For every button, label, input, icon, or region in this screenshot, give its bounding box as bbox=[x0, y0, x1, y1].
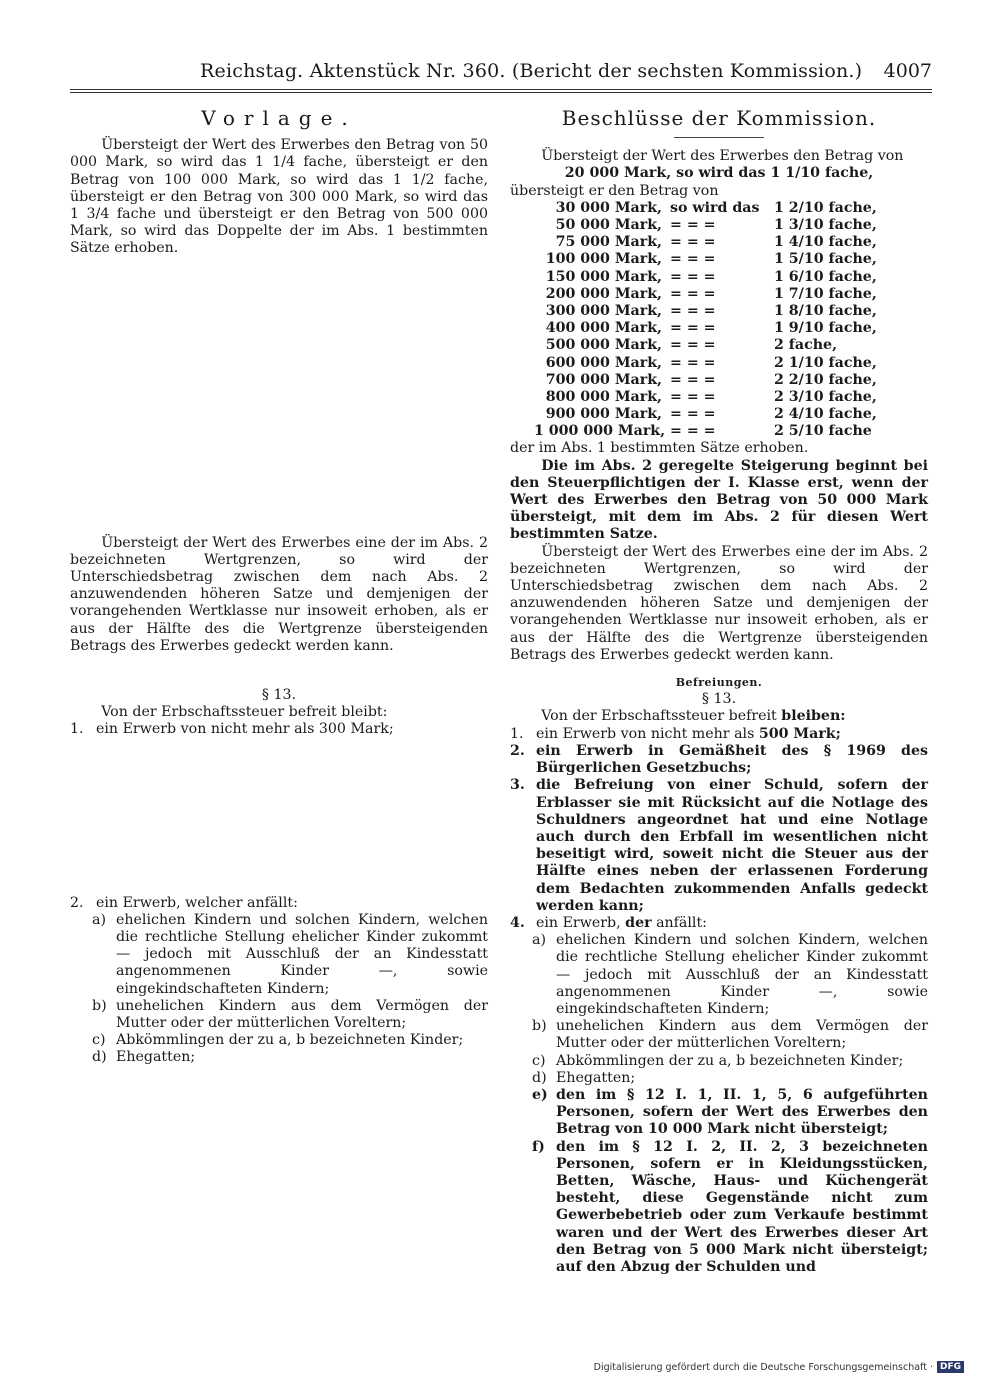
sub-label: a) bbox=[532, 932, 546, 949]
sub-item bbox=[532, 1053, 928, 1070]
sub-text: Ehegatten; bbox=[116, 1049, 196, 1066]
ditto-cell: = = = bbox=[670, 337, 716, 354]
item-text bbox=[536, 726, 928, 743]
ditto-cell: so wird das bbox=[670, 199, 760, 216]
ditto-cell: = = = bbox=[670, 268, 716, 285]
factor-cell: 1 7/10 fache, bbox=[774, 285, 877, 302]
section-number: § 13. bbox=[261, 687, 297, 704]
item-text: die Befreiung von einer Schuld, sofern der Erblasser sie mit Rücksicht auf die Notlage des Schuldners angeordnet hat und eine Notlage auch durch den Erbfall im wesentlichen nicht beseitigt wird, soweit nicht die Steuer aus der Hälfte eines neben der erlassenen Forderung dem Bedachten zukommenden Anfalls gedeckt werden kann; bbox=[536, 777, 928, 914]
item-text bbox=[536, 915, 928, 932]
table-row bbox=[534, 200, 884, 217]
amount-cell: 75 000 Mark, bbox=[555, 234, 662, 251]
table-row bbox=[534, 423, 884, 440]
column-vorlage bbox=[70, 106, 488, 1067]
sub-label: d) bbox=[532, 1069, 547, 1086]
item-label: 2. bbox=[510, 742, 525, 759]
ditto-cell: = = = bbox=[670, 302, 716, 319]
item-label: 2. bbox=[70, 894, 84, 911]
table-row bbox=[534, 251, 884, 268]
item-text: ein Erwerb, welcher anfällt: bbox=[96, 894, 298, 911]
sub-label: a) bbox=[92, 911, 106, 928]
table-row bbox=[534, 286, 884, 303]
list-item bbox=[510, 743, 928, 777]
page-number: 4007 bbox=[883, 60, 932, 82]
footer-text: Digitalisierung gefördert durch die Deutsche Forschungsgemeinschaft · bbox=[593, 1361, 933, 1373]
amount-cell: 30 000 Mark, bbox=[555, 199, 662, 216]
table-row bbox=[534, 372, 884, 389]
section-number: § 13. bbox=[701, 691, 737, 708]
table-row bbox=[534, 234, 884, 251]
list-item bbox=[510, 777, 928, 915]
sub-text: unehelichen Kindern aus dem Vermögen der Mutter oder der mütterlichen Voreltern; bbox=[556, 1018, 928, 1052]
column-heading: Vorlage. bbox=[201, 106, 357, 130]
spacer bbox=[70, 655, 488, 687]
item-text-plain: anfällt: bbox=[651, 914, 707, 931]
amount-cell: 150 000 Mark, bbox=[545, 268, 662, 285]
amount-cell: 800 000 Mark, bbox=[545, 388, 662, 405]
item-text-bold: 500 Mark; bbox=[758, 725, 841, 742]
item-label: 4. bbox=[510, 914, 525, 931]
column-heading: Beschlüsse der Kommission. bbox=[561, 106, 877, 130]
amount-cell: 100 000 Mark, bbox=[545, 251, 662, 268]
header-rule bbox=[70, 89, 932, 90]
factor-cell: 2 4/10 fache, bbox=[774, 406, 877, 423]
factor-cell: 1 2/10 fache, bbox=[774, 199, 877, 216]
ditto-cell: = = = bbox=[670, 217, 716, 233]
sub-item bbox=[532, 932, 928, 1018]
paragraph-wertgrenzen: Übersteigt der Wert des Erwerbes eine der im Abs. 2 bezeichneten Wertgrenzen, so wird der Unterschiedsbetrag zwischen dem nach Abs. 2 anzuwendenden höheren Satze und demjenigen der vorangehenden Wertklasse nur insoweit erhoben, als er aus der Hälfte des die Wertgrenze übersteigenden Betrags des Erwerbes gedeckt werden kann. bbox=[510, 543, 928, 663]
amount-cell: 600 000 Mark, bbox=[545, 354, 662, 371]
page-header bbox=[70, 60, 932, 86]
heading-rule bbox=[674, 137, 764, 138]
factor-cell: 1 4/10 fache, bbox=[774, 234, 877, 251]
list-item bbox=[510, 915, 928, 932]
amount-cell: 400 000 Mark, bbox=[545, 320, 662, 337]
sub-text: ehelichen Kindern und solchen Kindern, welchen die rechtliche Stellung ehelicher Kinder zukommt — jedoch mit Ausschluß der an Kindesstatt angenommenen Kinder —, sowie eingekindschafteten Kindern; bbox=[556, 932, 928, 1017]
sub-item bbox=[532, 1070, 928, 1087]
sub-label: c) bbox=[92, 1032, 106, 1049]
ditto-cell: = = = bbox=[670, 354, 716, 371]
sub-item bbox=[92, 1032, 488, 1049]
sub-item bbox=[532, 1139, 928, 1277]
spacer bbox=[70, 258, 488, 535]
amount-cell: 300 000 Mark, bbox=[545, 302, 662, 319]
table-row bbox=[534, 337, 884, 354]
amount-cell: 1 000 000 Mark, bbox=[534, 423, 666, 440]
rate-table bbox=[534, 200, 884, 441]
intro-line: Übersteigt der Wert des Erwerbes den Betrag von bbox=[541, 148, 904, 165]
sub-item bbox=[532, 1087, 928, 1139]
ditto-cell: = = = bbox=[670, 388, 716, 405]
spacer bbox=[70, 739, 488, 895]
item-text-plain: ein Erwerb, bbox=[536, 914, 626, 931]
ditto-cell: = = = bbox=[670, 371, 716, 388]
table-row bbox=[534, 406, 884, 423]
sub-label: d) bbox=[92, 1049, 107, 1066]
amount-cell: 700 000 Mark, bbox=[545, 371, 662, 388]
item-label: 1. bbox=[510, 725, 524, 742]
item-text: ein Erwerb in Gemäßheit des § 1969 des Bürgerlichen Gesetzbuchs; bbox=[536, 742, 928, 777]
column-beschluesse bbox=[510, 106, 928, 1276]
sub-text: ehelichen Kindern und solchen Kindern, welchen die rechtliche Stellung ehelicher Kinder zukommt — jedoch mit Ausschluß der an Kindesstatt angenommenen Kinder —, sowie eingekindschafteten Kindern; bbox=[116, 911, 488, 997]
table-row bbox=[534, 217, 884, 234]
digitization-footer bbox=[594, 1361, 964, 1373]
item-label: 1. bbox=[70, 721, 84, 738]
section-intro bbox=[510, 708, 928, 725]
factor-cell: 2 5/10 fache bbox=[774, 423, 872, 440]
table-row bbox=[534, 355, 884, 372]
amount-cell: 200 000 Mark, bbox=[545, 285, 662, 302]
sub-label: b) bbox=[532, 1018, 547, 1035]
ditto-cell: = = = bbox=[670, 320, 716, 337]
amount-cell: 500 000 Mark, bbox=[545, 337, 662, 354]
factor-cell: 2 fache, bbox=[774, 337, 838, 354]
amount-cell: 50 000 Mark, bbox=[555, 217, 662, 233]
paragraph-rates: Übersteigt der Wert des Erwerbes den Betrag von 50 000 Mark, so wird das 1 1/4 fache, übersteigt er den Betrag von 100 000 Mark, so wird das 1 1/2 fache, übersteigt er den Betrag von 300 000 Mark, so wird das 1 3/4 fache und übersteigt er den Betrag von 500 000 Mark, so wird das Doppelte der im Abs. 1 bestimmten Sätze erhoben. bbox=[70, 137, 488, 257]
list-item bbox=[70, 895, 488, 912]
paragraph-wertgrenzen: Übersteigt der Wert des Erwerbes eine der im Abs. 2 bezeichneten Wertgrenzen, so wird der Unterschiedsbetrag zwischen dem nach Abs. 2 anzuwendenden höheren Satze und demjenigen der vorangehenden Wertklasse nur insoweit erhoben, als er aus der Hälfte des die Wertgrenze übersteigenden Betrags des Erwerbes gedeckt werden kann. bbox=[70, 534, 488, 654]
sub-item bbox=[92, 1049, 488, 1066]
running-title: Reichstag. Aktenstück Nr. 360. (Bericht der sechsten Kommission.) bbox=[200, 60, 863, 82]
table-row bbox=[534, 303, 884, 320]
factor-cell: 1 8/10 fache, bbox=[774, 302, 877, 319]
dfg-logo: DFG bbox=[937, 1361, 964, 1373]
table-row bbox=[534, 389, 884, 406]
factor-cell: 2 3/10 fache, bbox=[774, 388, 877, 405]
list-item bbox=[510, 726, 928, 743]
table-row bbox=[534, 320, 884, 337]
sub-label: c) bbox=[532, 1052, 546, 1069]
sub-label: f) bbox=[532, 1138, 545, 1155]
sub-item bbox=[92, 912, 488, 998]
subheading-befreiungen: Befreiungen. bbox=[675, 676, 763, 690]
sub-text: Abkömmlingen der zu a, b bezeichneten Kinder; bbox=[116, 1032, 464, 1049]
sub-item bbox=[532, 1018, 928, 1052]
sub-text: Abkömmlingen der zu a, b bezeichneten Kinder; bbox=[556, 1052, 904, 1069]
factor-cell: 1 6/10 fache, bbox=[774, 268, 877, 285]
header-rule-double bbox=[70, 92, 932, 93]
after-table-line: der im Abs. 1 bestimmten Sätze erhoben. bbox=[510, 440, 809, 457]
intro-bold: bleiben: bbox=[781, 708, 846, 725]
amount-cell: 900 000 Mark, bbox=[545, 406, 662, 423]
sub-label: b) bbox=[92, 997, 107, 1014]
item-label: 3. bbox=[510, 777, 525, 794]
factor-cell: 2 1/10 fache, bbox=[774, 354, 877, 371]
ditto-cell: = = = bbox=[670, 234, 716, 251]
item-text-plain: ein Erwerb von nicht mehr als bbox=[536, 725, 759, 742]
ditto-cell: = = = bbox=[670, 423, 716, 440]
factor-cell: 1 9/10 fache, bbox=[774, 320, 877, 337]
sub-item bbox=[92, 998, 488, 1032]
sub-text: den im § 12 I. 1, II. 1, 5, 6 aufgeführten Personen, sofern der Wert des Erwerbes den Betrag von 10 000 Mark nicht übersteigt; bbox=[556, 1086, 928, 1138]
factor-cell: 1 5/10 fache, bbox=[774, 251, 877, 268]
item-text-bold: der bbox=[625, 914, 652, 931]
factor-cell: 1 3/10 fache, bbox=[774, 217, 877, 233]
factor-cell: 2 2/10 fache, bbox=[774, 371, 877, 388]
intro-text: Von der Erbschaftssteuer befreit bbox=[541, 708, 782, 725]
ditto-cell: = = = bbox=[670, 285, 716, 302]
intro-line: übersteigt er den Betrag von bbox=[510, 182, 719, 199]
sub-text: Ehegatten; bbox=[556, 1069, 636, 1086]
table-row bbox=[534, 269, 884, 286]
intro-bold-line: 20 000 Mark, so wird das 1 1/10 fache, bbox=[564, 165, 874, 182]
ditto-cell: = = = bbox=[670, 406, 716, 423]
item-text: ein Erwerb von nicht mehr als 300 Mark; bbox=[96, 721, 394, 738]
sub-text: unehelichen Kindern aus dem Vermögen der Mutter oder der mütterlichen Voreltern; bbox=[116, 997, 488, 1032]
paragraph-bold-steigerung: Die im Abs. 2 geregelte Steigerung beginnt bei den Steuerpflichtigen der I. Klasse erst, wenn der Wert des Erwerbes den Betrag von 50 000 Mark übersteigt, mit dem im Abs. 2 für diesen Wert bestimmten Satze. bbox=[510, 457, 928, 543]
ditto-cell: = = = bbox=[670, 251, 716, 268]
sub-text: den im § 12 I. 2, II. 2, 3 bezeichneten Personen, sofern er in Kleidungsstücken, Betten, Wäsche, Haus- und Küchengerät besteht, diese Gegenstände nicht zum Gewerbebetrieb oder zum Verkaufe bestimmt waren und der Wert des Erwerbes dieser Art den Betrag von 5 000 Mark nicht übersteigt; auf den Abzug der Schulden und bbox=[556, 1138, 928, 1275]
section-intro: Von der Erbschaftssteuer befreit bleibt: bbox=[101, 704, 388, 721]
list-item bbox=[70, 721, 488, 738]
sub-label: e) bbox=[532, 1086, 548, 1103]
